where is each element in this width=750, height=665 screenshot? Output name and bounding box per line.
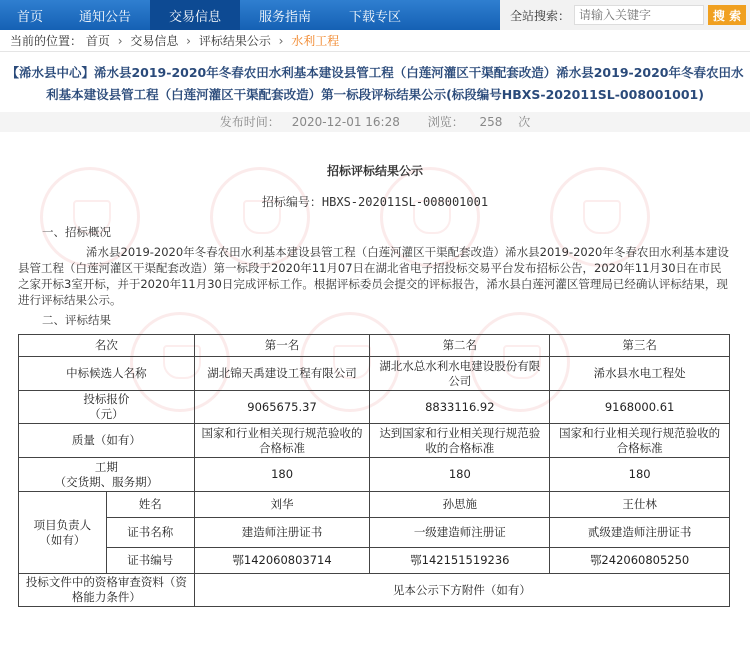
price-1: 9065675.37 xyxy=(194,391,370,424)
breadcrumb-results[interactable]: 评标结果公示 xyxy=(198,34,271,48)
period-label xyxy=(19,458,195,492)
cert-no-1: 鄂142060803714 xyxy=(194,548,370,574)
quality-2: 达到国家和行业相关现行规范验收的合格标准 xyxy=(370,424,550,458)
quality-1: 国家和行业相关现行规范验收的合格标准 xyxy=(194,424,370,458)
pm-name-2: 孙思施 xyxy=(370,492,550,518)
nav-trade-info[interactable]: 交易信息 xyxy=(150,0,240,30)
nav-service-guide[interactable]: 服务指南 xyxy=(258,9,311,25)
table-row xyxy=(19,492,730,518)
cert-no-3: 鄂242060805250 xyxy=(550,548,730,574)
breadcrumb xyxy=(0,30,750,52)
pm-label: 项目负责人（如有） xyxy=(19,492,107,574)
article-body xyxy=(0,162,750,607)
breadcrumb-prefix: 当前的位置： xyxy=(10,34,83,48)
pm-name-label: 姓名 xyxy=(106,492,194,518)
period-1: 180 xyxy=(194,458,370,492)
section-results: 二、评标结果 xyxy=(42,313,111,327)
table-row xyxy=(19,518,730,548)
quality-3: 国家和行业相关现行规范验收的合格标准 xyxy=(550,424,730,458)
pm-name-1: 刘华 xyxy=(194,492,370,518)
price-label xyxy=(19,391,195,424)
period-3: 180 xyxy=(550,458,730,492)
doc-code-line: 招标编号：HBXS-202011SL-008001001 xyxy=(261,195,489,209)
breadcrumb-current[interactable]: 水利工程 xyxy=(291,34,340,48)
results-table xyxy=(18,334,730,607)
search-button[interactable]: 搜 索 xyxy=(708,5,746,25)
nav-home[interactable]: 首页 xyxy=(16,9,43,25)
breadcrumb-home[interactable]: 首页 xyxy=(85,34,110,48)
cert-name-3: 贰级建造师注册证书 xyxy=(550,518,730,548)
table-row xyxy=(19,574,730,607)
section-overview: 一、招标概况 xyxy=(42,225,111,239)
price-2: 8833116.92 xyxy=(370,391,550,424)
cert-name-1: 建造师注册证书 xyxy=(194,518,370,548)
rank-3: 第三名 xyxy=(550,335,730,357)
rank-label: 名次 xyxy=(19,335,195,357)
search-input[interactable] xyxy=(574,5,704,25)
table-row xyxy=(19,335,730,357)
views-count: 258 xyxy=(479,115,503,129)
pm-name-3: 王仕林 xyxy=(550,492,730,518)
candidate-3: 浠水县水电工程处 xyxy=(550,357,730,391)
nav-downloads[interactable]: 下载专区 xyxy=(348,9,401,25)
candidate-label: 中标候选人名称 xyxy=(19,357,195,391)
price-label-text: 投标报价 （元） xyxy=(83,392,130,421)
table-row xyxy=(19,391,730,424)
nav-notices[interactable]: 通知公告 xyxy=(78,9,131,25)
candidate-2: 湖北水总水利水电建设股份有限公司 xyxy=(370,357,550,391)
candidate-1: 湖北锦天禹建设工程有限公司 xyxy=(194,357,370,391)
article-title: 【浠水县中心】浠水县2019-2020年冬春农田水利基本建设县管工程（白莲河灌区干渠配套改造）浠水县2019-2020年冬春农田水利基本建设县管工程（白莲河灌区干渠配套改造）第一标段评标结果公示(标段编号HBXS-202011SL-008001001) xyxy=(6,65,744,102)
overview-paragraph: 浠水县2019-2020年冬春农田水利基本建设县管工程（白莲河灌区干渠配套改造）浠水县2019-2020年冬春农田水利基本建设县管工程（白莲河灌区干渠配套改造）第一标段于2020年11月07日在湖北省电子招投标交易平台发布招标公告，2020年11月30日在市民之家开标3室开标，并于2020年11月30日完成评标工作。根据评标委员会提交的评标报告，浠水县白莲河灌区管理局已经确认评标结果，现进行评标结果公示。 xyxy=(18,245,729,307)
review-value: 见本公示下方附件（如有） xyxy=(194,574,729,607)
top-nav xyxy=(0,0,750,30)
publish-label: 发布时间： xyxy=(219,115,280,129)
chevron-right-icon: › xyxy=(278,34,284,48)
cert-no-label: 证书编号 xyxy=(106,548,194,574)
cert-name-2: 一级建造师注册证 xyxy=(370,518,550,548)
search-label: 全站搜索： xyxy=(510,8,571,23)
table-row xyxy=(19,424,730,458)
cert-no-2: 鄂142151519236 xyxy=(370,548,550,574)
article-meta xyxy=(0,112,750,132)
price-3: 9168000.61 xyxy=(550,391,730,424)
quality-label: 质量（如有） xyxy=(19,424,195,458)
rank-1: 第一名 xyxy=(194,335,370,357)
publish-time: 2020-12-01 16:28 xyxy=(291,115,400,129)
period-2: 180 xyxy=(370,458,550,492)
table-row xyxy=(19,548,730,574)
rank-2: 第二名 xyxy=(370,335,550,357)
table-row xyxy=(19,357,730,391)
doc-heading: 招标评标结果公示 xyxy=(326,164,423,178)
chevron-right-icon: › xyxy=(186,34,191,48)
views-label: 浏览： xyxy=(427,115,464,129)
table-row xyxy=(19,458,730,492)
site-search xyxy=(500,0,750,30)
chevron-right-icon: › xyxy=(117,34,123,48)
breadcrumb-trade-info[interactable]: 交易信息 xyxy=(130,34,179,48)
cert-name-label: 证书名称 xyxy=(106,518,194,548)
review-label: 投标文件中的资格审查资料（资格能力条件） xyxy=(19,574,195,607)
views-unit: 次 xyxy=(518,115,531,129)
period-label-text: 工期 （交货期、服务期） xyxy=(54,459,159,489)
